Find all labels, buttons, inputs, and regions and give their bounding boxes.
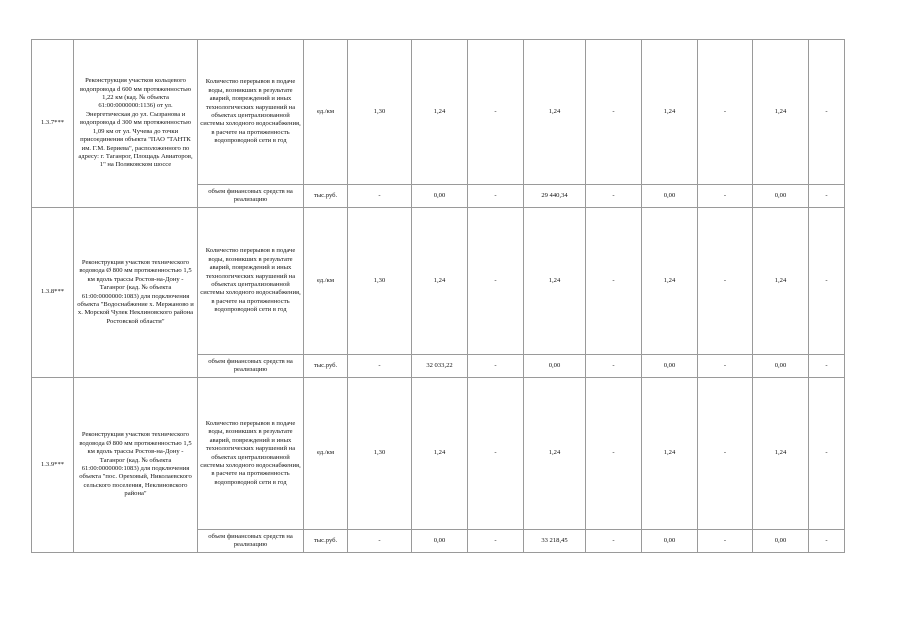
value-cell: - xyxy=(468,40,524,185)
value-cell: - xyxy=(809,378,845,530)
value-cell: 1,30 xyxy=(348,208,412,355)
value-cell: 0,00 xyxy=(642,355,698,378)
object-name: Реконструкция участков кольцевого водопровода d 600 мм протяженностью 1,22 км (кад. № объекта 61:00:0000000:1136) от ул. Энергетическая до ул. Сызранова и водопровода d 300 мм протяженностью 1,09 км от ул. Чучева до точки присоединения объекта "ПАО "ТАНТК им. Г.М. Бериева", расположенного по адресу: г. Таганрог, Площадь Авиаторов, 1" на Поляковском шоссе xyxy=(74,40,198,208)
row-number: 1.3.9*** xyxy=(32,378,74,553)
value-cell: 0,00 xyxy=(753,185,809,208)
value-cell: 29 440,34 xyxy=(524,185,586,208)
value-cell: - xyxy=(586,378,642,530)
value-cell: - xyxy=(586,530,642,553)
finance-label: объем финансовых средств на реализацию xyxy=(198,530,304,553)
unit-cell: тыс.руб. xyxy=(304,185,348,208)
unit-cell: ед./км xyxy=(304,208,348,355)
value-cell: 0,00 xyxy=(642,530,698,553)
value-cell: - xyxy=(809,185,845,208)
table-row xyxy=(32,378,845,530)
value-cell: 1,24 xyxy=(524,40,586,185)
value-cell: 1,24 xyxy=(412,208,468,355)
investment-program-table xyxy=(31,39,845,553)
value-cell: - xyxy=(698,40,753,185)
value-cell: - xyxy=(698,530,753,553)
unit-cell: ед./км xyxy=(304,40,348,185)
value-cell: 0,00 xyxy=(642,185,698,208)
value-cell: 1,24 xyxy=(524,208,586,355)
value-cell: 0,00 xyxy=(753,530,809,553)
finance-label: объем финансовых средств на реализацию xyxy=(198,355,304,378)
value-cell: - xyxy=(468,530,524,553)
value-cell: - xyxy=(468,378,524,530)
value-cell: - xyxy=(348,355,412,378)
value-cell: - xyxy=(698,185,753,208)
value-cell: - xyxy=(348,185,412,208)
value-cell: 0,00 xyxy=(524,355,586,378)
value-cell: - xyxy=(468,355,524,378)
value-cell: 32 033,22 xyxy=(412,355,468,378)
value-cell: 0,00 xyxy=(753,355,809,378)
value-cell: 1,30 xyxy=(348,40,412,185)
value-cell: 1,24 xyxy=(412,378,468,530)
indicator-label: Количество перерывов в подаче воды, возникших в результате аварий, повреждений и иных технологических нарушений на объектах централизованной системы холодного водоснабжения, в расчете на протяженность водопроводной сети в год xyxy=(198,378,304,530)
row-number: 1.3.8*** xyxy=(32,208,74,378)
value-cell: - xyxy=(698,378,753,530)
value-cell: 1,30 xyxy=(348,378,412,530)
value-cell: 0,00 xyxy=(412,530,468,553)
value-cell: - xyxy=(586,185,642,208)
unit-cell: ед./км xyxy=(304,378,348,530)
value-cell: - xyxy=(809,355,845,378)
value-cell: 1,24 xyxy=(753,378,809,530)
value-cell: 0,00 xyxy=(412,185,468,208)
object-name: Реконструкция участков технического водовода Ø 800 мм протяженностью 1,5 км вдоль трассы Ростов-на-Дону - Таганрог (кад. № объекта 61:00:0000000:1083) для подключения объекта "Водоснабжение х. Мержаново и х. Морской Чулек Неклиновского района Ростовской области" xyxy=(74,208,198,378)
value-cell: 1,24 xyxy=(753,208,809,355)
indicator-label: Количество перерывов в подаче воды, возникших в результате аварий, повреждений и иных технологических нарушений на объектах централизованной системы холодного водоснабжения, в расчете на протяженность водопроводной сети в год xyxy=(198,208,304,355)
unit-cell: тыс.руб. xyxy=(304,530,348,553)
value-cell: 33 218,45 xyxy=(524,530,586,553)
value-cell: 1,24 xyxy=(642,378,698,530)
finance-label: объем финансовых средств на реализацию xyxy=(198,185,304,208)
value-cell: 1,24 xyxy=(642,208,698,355)
table-body xyxy=(32,40,845,553)
value-cell: - xyxy=(586,208,642,355)
unit-cell: тыс.руб. xyxy=(304,355,348,378)
row-number: 1.3.7*** xyxy=(32,40,74,208)
table-row xyxy=(32,40,845,185)
value-cell: - xyxy=(809,208,845,355)
value-cell: - xyxy=(809,530,845,553)
value-cell: - xyxy=(698,355,753,378)
value-cell: - xyxy=(348,530,412,553)
value-cell: 1,24 xyxy=(753,40,809,185)
value-cell: 1,24 xyxy=(524,378,586,530)
value-cell: - xyxy=(809,40,845,185)
table-row xyxy=(32,208,845,355)
value-cell: - xyxy=(468,185,524,208)
indicator-label: Количество перерывов в подаче воды, возникших в результате аварий, повреждений и иных технологических нарушений на объектах централизованной системы холодного водоснабжения, в расчете на протяженность водопроводной сети в год xyxy=(198,40,304,185)
value-cell: 1,24 xyxy=(642,40,698,185)
value-cell: - xyxy=(586,355,642,378)
object-name: Реконструкция участков технического водовода Ø 800 мм протяженностью 1,5 км вдоль трассы Ростов-на-Дону - Таганрог (кад. № объекта 61:00:0000000:1083) для подключения объекта "пос. Ореховый, Николаевского сельского поселения, Неклиновского района" xyxy=(74,378,198,553)
value-cell: - xyxy=(698,208,753,355)
value-cell: - xyxy=(468,208,524,355)
value-cell: 1,24 xyxy=(412,40,468,185)
value-cell: - xyxy=(586,40,642,185)
